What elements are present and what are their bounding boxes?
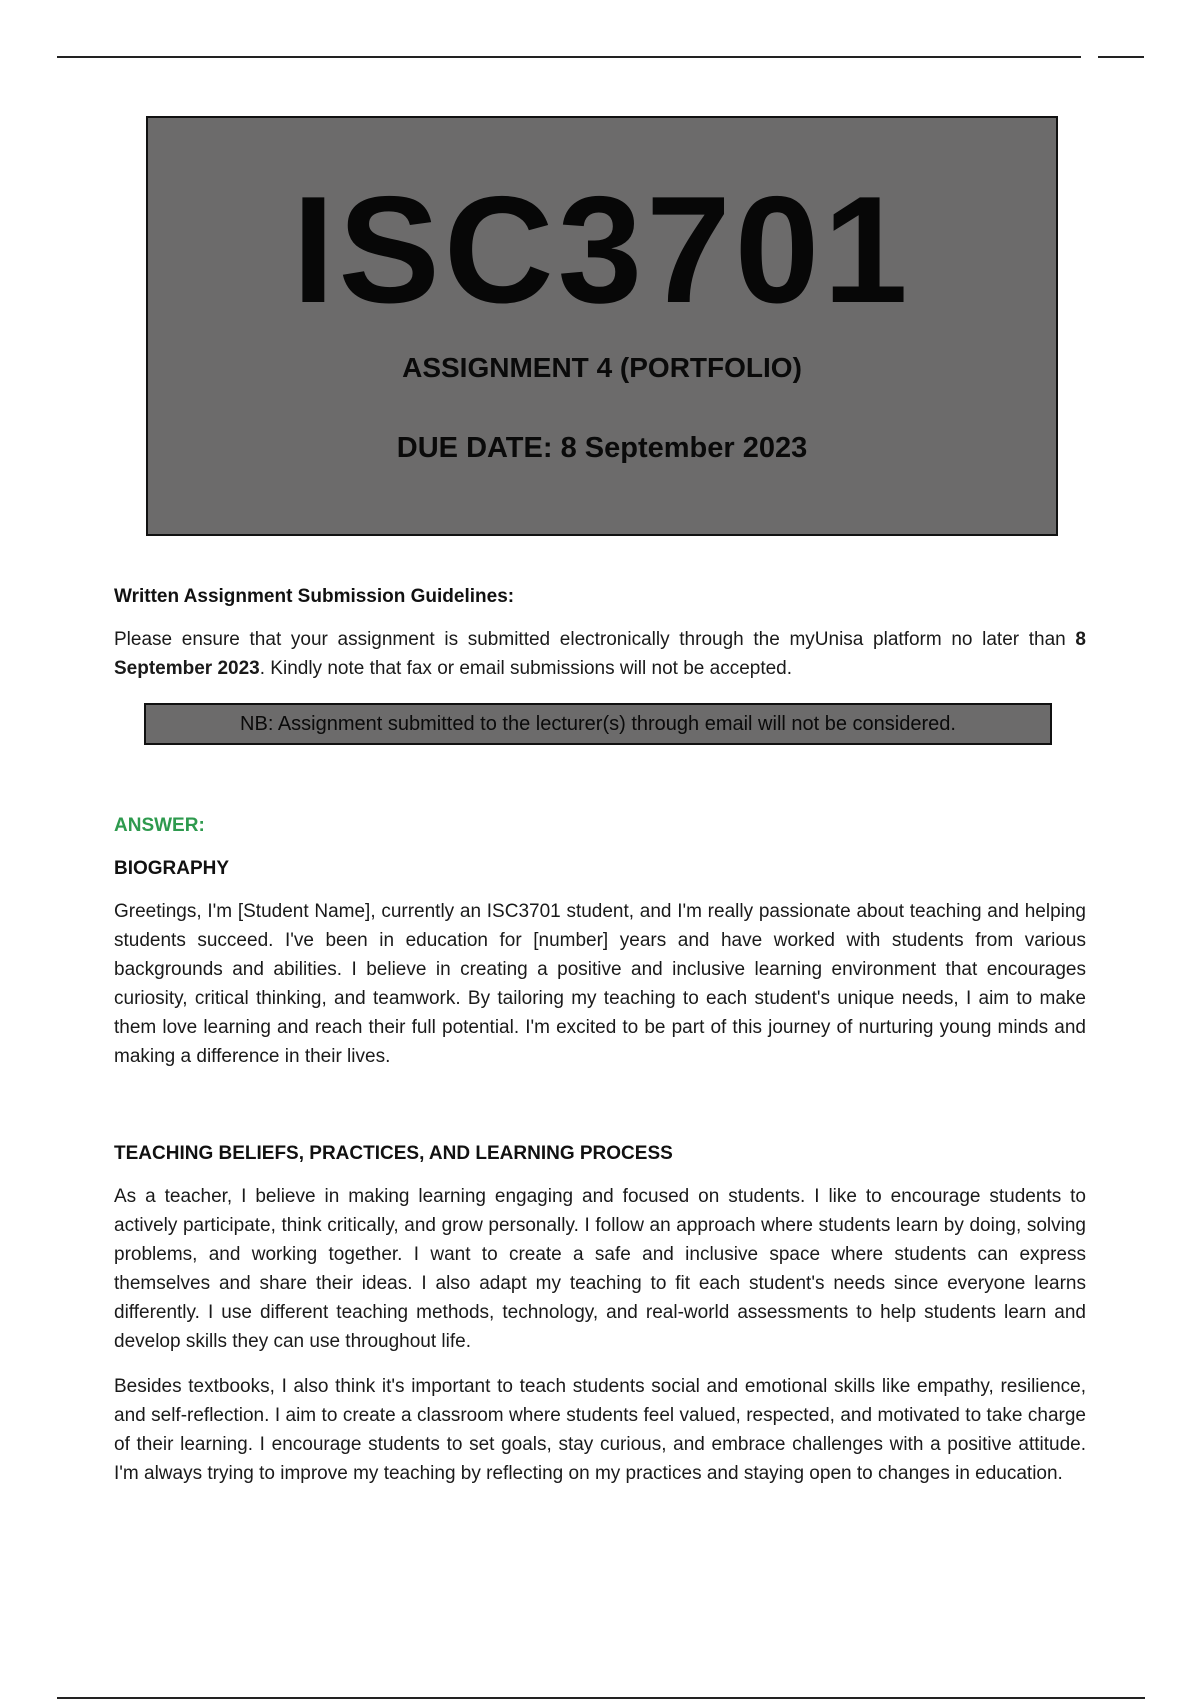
teaching-paragraph-2: Besides textbooks, I also think it's important to teach students social and emotional skills like empathy, resilience, and self-reflection. I aim to create a classroom where students feel valued, respected, and motivated to take charge of their learning. I encourage students to set goals, stay curious, and embrace challenges with a positive attitude. I'm always trying to improve my teaching by reflecting on my practices and staying open to changes in education.	[114, 1376, 1086, 1484]
document-body	[114, 582, 1086, 1504]
notice-text: NB: Assignment submitted to the lecturer(s) through email will not be considered.	[240, 713, 956, 735]
answer-label: ANSWER:	[114, 815, 205, 836]
top-divider-short	[1098, 56, 1144, 58]
teaching-paragraph-1: As a teacher, I believe in making learning engaging and focused on students. I like to encourage students to actively participate, think critically, and grow personally. I follow an approach where students learn by doing, solving problems, and working together. I want to create a safe and inclusive space where students can express themselves and share their ideas. I also adapt my teaching to fit each student's needs since everyone learns differently. I use different teaching methods, technology, and real-world assessments to help students learn and develop skills they can use throughout life.	[114, 1186, 1086, 1352]
guidelines-text-after: . Kindly note that fax or email submissions will not be accepted.	[259, 658, 793, 679]
guidelines-text	[114, 625, 1086, 683]
bottom-divider	[57, 1697, 1145, 1699]
notice-box	[144, 703, 1052, 745]
course-code: ISC3701	[292, 165, 912, 335]
section-spacer	[114, 1087, 1086, 1139]
biography-heading: BIOGRAPHY	[114, 858, 230, 879]
guidelines-heading: Written Assignment Submission Guidelines:	[114, 586, 515, 607]
guidelines-text-before: Please ensure that your assignment is submitted electronically through the myUnisa platform no later than	[114, 629, 1076, 650]
cover-box	[146, 116, 1058, 536]
teaching-heading: TEACHING BELIEFS, PRACTICES, AND LEARNING PROCESS	[114, 1143, 673, 1164]
assignment-title: ASSIGNMENT 4 (PORTFOLIO)	[402, 352, 802, 383]
biography-text: Greetings, I'm [Student Name], currently an ISC3701 student, and I'm really passionate about teaching and helping students succeed. I've been in education for [number] years and have worked with students from various backgrounds and abilities. I believe in creating a positive and inclusive learning environment that encourages curiosity, critical thinking, and teamwork. By tailoring my teaching to each student's unique needs, I aim to make them love learning and reach their full potential. I'm excited to be part of this journey of nurturing young minds and making a difference in their lives.	[114, 901, 1086, 1067]
top-divider	[57, 56, 1081, 58]
guidelines-due-date: 8 September 2023	[114, 629, 1086, 679]
due-date: DUE DATE: 8 September 2023	[396, 432, 808, 464]
